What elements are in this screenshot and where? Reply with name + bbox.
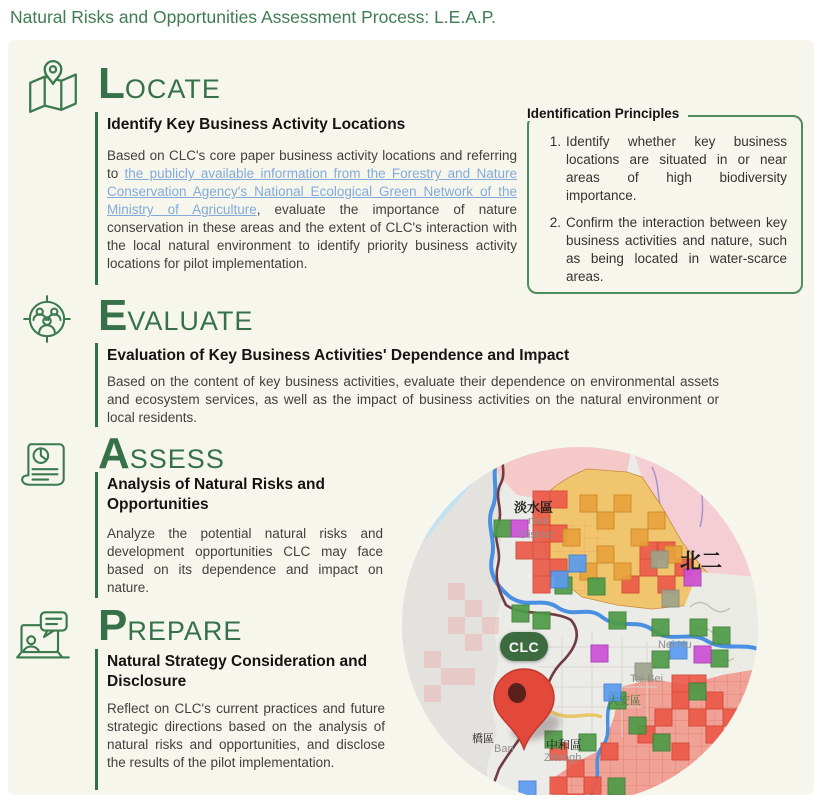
evaluate-subheading: Evaluation of Key Business Activities' Dependence and Impact [107,347,570,364]
prepare-heading [98,601,243,650]
location-map [402,447,758,795]
locate-subheading: Identify Key Business Activity Locations [107,116,406,133]
evaluate-cap-letter: E [98,291,128,340]
locate-paragraph-post: , evaluate the importance of nature conservation in these areas and the extent of CLC's interaction with the local natural environment to identify priority business activity locations for pilot implementation. [107,202,517,272]
evaluate-heading [98,291,254,340]
identification-principles-box [527,106,803,294]
map-label-tai-bei: Tai Bei [630,673,664,685]
locate-heading [98,59,221,108]
assess-subheading: Analysis of Natural Risks and Opportunities [107,476,325,513]
locate-cap-letter: L [98,59,125,108]
locate-paragraph-pre: Based on CLC's core paper business activity locations and referring to [107,148,517,182]
locate-rest-letters: OCATE [124,74,221,104]
page-title: Natural Risks and Opportunities Assessment Process: L.E.A.P. [10,7,497,27]
prepare-rest-letters: REPARE [127,616,243,646]
prepare-cap-letter: P [98,601,128,650]
leap-panel [8,40,814,795]
laptop-disclosure-icon [14,608,72,666]
principles-item-text: Identify whether key business locations are situated in or near areas of high biodiversity importance. [566,134,787,203]
clc-badge: CLC [500,632,548,661]
stakeholders-icon [20,292,74,346]
map-label-da-an: 大安區 [608,695,641,707]
principles-item [539,214,787,286]
report-piechart-icon [18,438,72,492]
green-network-link[interactable]: the publicly available information from the Forestry and Nature Conservation Agency's National Ecological Green Network of the Ministry of Agriculture [107,166,517,218]
assess-rest-letters: SSESS [129,444,225,474]
principles-item-number: 1. [549,134,561,149]
map-label-zhonghe: 中和區 [546,738,583,752]
map-label-zhonghe-roman: Zhongh [544,752,582,764]
assess-divider [95,472,98,598]
location-pin-icon [476,663,572,764]
map-label-qiao-qu: 橋區 [472,733,494,745]
principles-box-title: Identification Principles [527,106,688,121]
map-location-icon [24,58,82,116]
principles-item-number: 2. [549,214,561,230]
assess-cap-letter: A [98,429,130,478]
map-label-district: District [520,529,554,541]
locate-paragraph [107,147,517,274]
map-label-ban: Ban [494,743,514,755]
map-label-tamsui: 淡水區 [514,500,554,515]
assess-paragraph: Analyze the potential natural risks and development opportunities CLC may face based on its dependence and impact on nature. [107,526,383,596]
prepare-subheading: Natural Strategy Consideration and Disclosure [107,653,368,690]
map-label-tamsui-roman: nsui [528,515,549,527]
evaluate-rest-letters: VALUATE [127,306,254,336]
principles-item [539,133,787,205]
prepare-divider [95,649,98,790]
assess-heading [98,429,225,478]
evaluate-divider [95,343,98,427]
prepare-paragraph: Reflect on CLC's current practices and future strategic directions based on the analysis of natural risks and opportunities, and disclose the results of the pilot implementation. [107,701,385,771]
evaluate-paragraph: Based on the content of key business activities, evaluate their dependence on environmental assets and ecosystem services, as well as the impact of business activities on the natural environment or local residents. [107,374,719,426]
map-label-bei-er: 北二 [680,550,722,573]
principles-list [539,133,787,295]
locate-divider [95,112,98,285]
map-label-nei-hu: Nei Hu [658,639,692,651]
principles-item-text: Confirm the interaction between key business activities and nature, such as being located in water-scarce areas. [566,214,787,284]
